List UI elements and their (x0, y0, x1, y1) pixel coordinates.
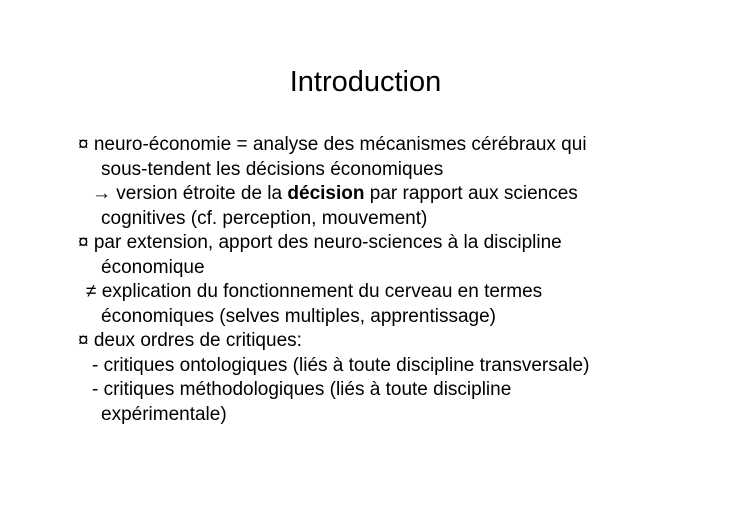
bullet-text: neuro-économie = analyse des mécanismes cérébraux qui (93, 134, 587, 155)
bullet-line (78, 231, 718, 256)
bullet-line (78, 133, 718, 158)
not-equal-continuation: économiques (selves multiples, apprentissage) (101, 305, 496, 327)
arrow-text-pre: version étroite de la (116, 183, 283, 204)
bullet-continuation: sous-tendent les décisions économiques (101, 158, 444, 180)
arrow-icon: → (92, 183, 111, 204)
bullet-text: deux ordres de critiques: (93, 330, 302, 351)
arrow-text-post: par rapport aux sciences (369, 183, 578, 204)
bullet-continuation: économique (101, 256, 205, 278)
not-equal-line (78, 280, 718, 305)
bullet-icon: ¤ (78, 134, 89, 155)
bullet-icon: ¤ (78, 330, 89, 351)
arrow-continuation: cognitives (cf. perception, mouvement) (101, 207, 428, 229)
dash-text: critiques méthodologiques (liés à toute discipline (103, 379, 512, 400)
dash-text: critiques ontologiques (liés à toute discipline transversale) (103, 354, 590, 376)
bullet-text: par extension, apport des neuro-sciences à la discipline (93, 232, 562, 253)
dash-icon: - (92, 379, 99, 400)
slide-body (78, 133, 718, 427)
dash-line (78, 354, 718, 379)
bullet-line (78, 329, 718, 354)
not-equal-icon: ≠ (86, 281, 97, 302)
arrow-line (78, 182, 718, 207)
bullet-icon: ¤ (78, 232, 89, 253)
slide-title: Introduction (289, 66, 442, 98)
dash-line (78, 378, 718, 403)
dash-continuation: expérimentale) (101, 403, 227, 425)
not-equal-text: explication du fonctionnement du cerveau en termes (101, 281, 543, 302)
dash-icon: - (92, 354, 99, 376)
arrow-text-bold: décision (287, 183, 365, 204)
